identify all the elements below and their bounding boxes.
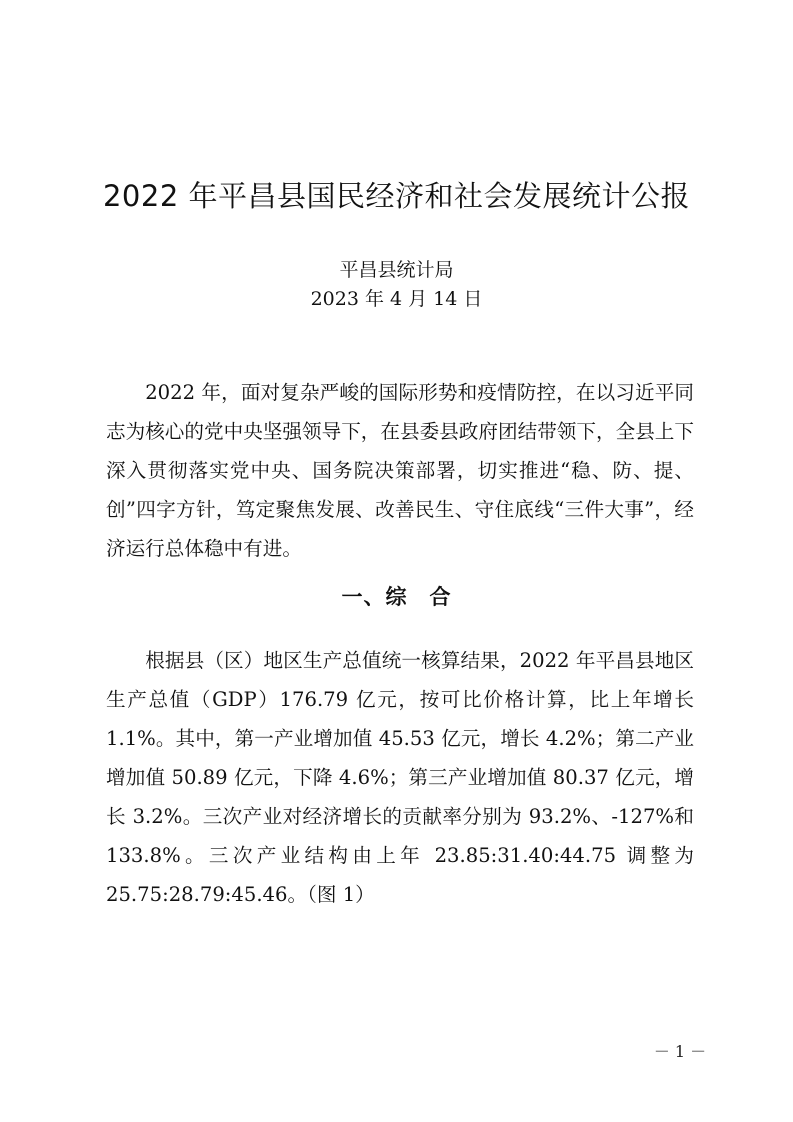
section-heading: 一、综 合 (341, 585, 452, 609)
document-title: 2022 年平昌县国民经济和社会发展统计公报 (102, 179, 691, 213)
publication-date: 2023 年 4 月 14 日 (310, 288, 483, 310)
intro-paragraph: 2022 年，面对复杂严峻的国际形势和疫情防控，在以习近平同志为核心的党中央坚强领导下，在县委县政府团结带领下，全县上下深入贯彻落实党中央、国务院决策部署，切实推进“稳、防、提、创”四字方针，笃定聚焦发展、改善民生、守住底线“三件大事”，经济运行总体稳中有进。 (106, 381, 694, 560)
section-paragraph: 根据县（区）地区生产总值统一核算结果，2022 年平昌县地区生产总值（GDP）176.79 亿元，按可比价格计算，比上年增长 1.1%。其中，第一产业增加值 45.53 亿元，增长 4.2%；第二产业增加值 50.89 亿元，下降 4.6%；第三产业增加值 80.37 亿元，增长 3.2%。三次产业对经济增长的贡献率分别为 93.2%、-127%和 133.8%。三次产业结构由上年 23.85:31.40:44.75 调整为 25.75:28.79:45.46。（图 1） (106, 649, 694, 906)
author-line: 平昌县统计局 (339, 259, 454, 281)
page-number: － 1 － (653, 1042, 707, 1061)
